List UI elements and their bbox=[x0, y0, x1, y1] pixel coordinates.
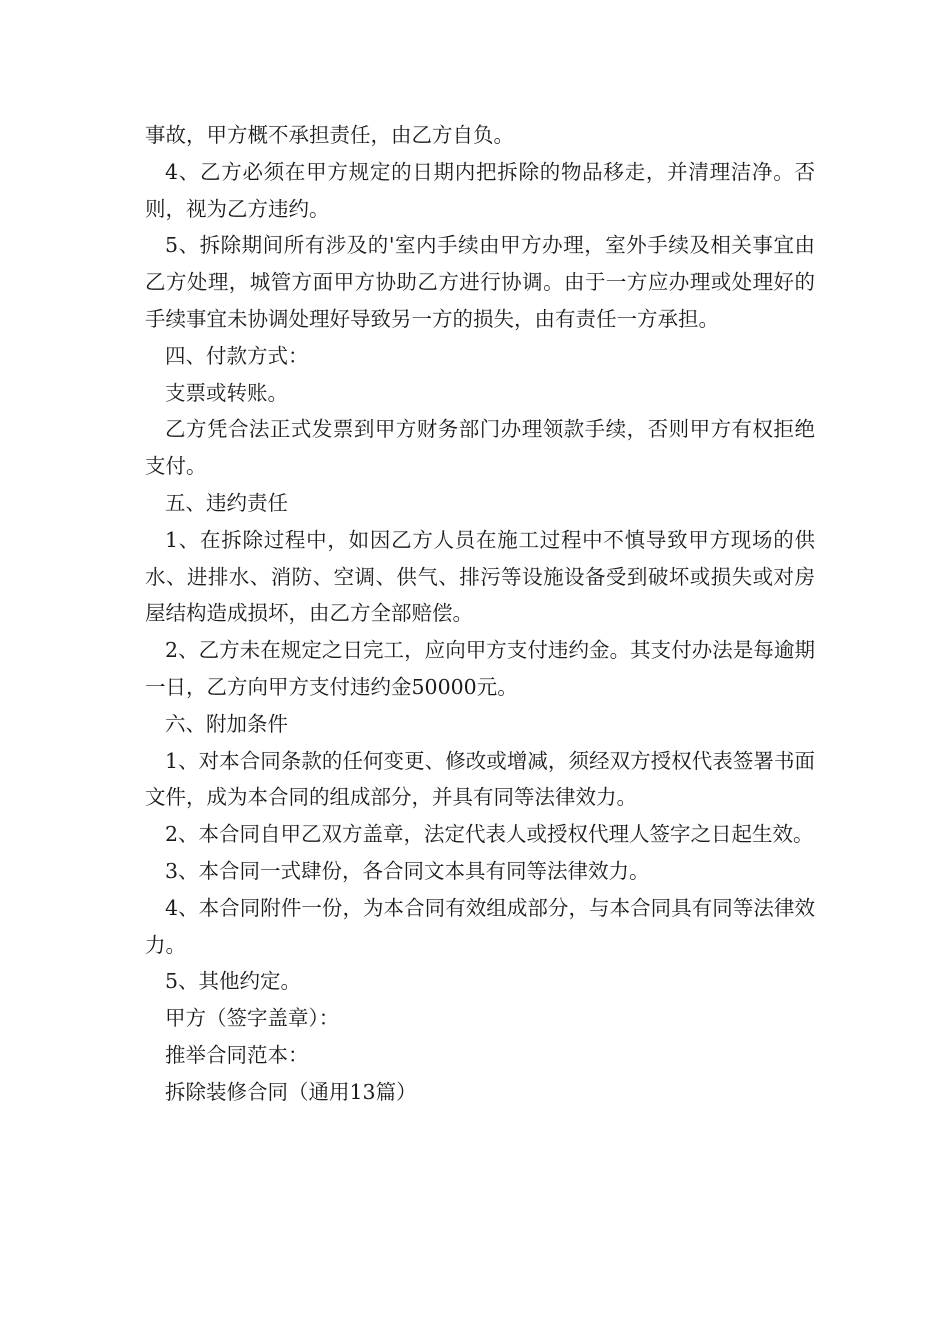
paragraph: 5、其他约定。 bbox=[165, 969, 302, 994]
paragraph: 4、本合同附件一份，为本合同有效组成部分，与本合同具有同等法律效力。 bbox=[145, 895, 815, 957]
section-heading: 五、违约责任 bbox=[165, 490, 288, 515]
paragraph: 2、乙方未在规定之日完工，应向甲方支付违约金。其支付办法是每逾期一日，乙方向甲方支付违约金50000元。 bbox=[145, 638, 815, 699]
paragraph: 4、乙方必须在甲方规定的日期内把拆除的物品移走，并清理洁净。否则，视为乙方违约。 bbox=[145, 159, 815, 221]
paragraph: 事故，甲方概不承担责任，由乙方自负。 bbox=[145, 123, 514, 147]
paragraph: 1、在拆除过程中，如因乙方人员在施工过程中不慎导致甲方现场的供水、进排水、消防、空调、供气、排污等设施设备受到破坏或损失或对房屋结构造成损坏，由乙方全部赔偿。 bbox=[145, 527, 815, 626]
paragraph: 5、拆除期间所有涉及的'室内手续由甲方办理，室外手续及相关事宜由乙方处理，城管方面甲方协助乙方进行协调。由于一方应办理或处理好的手续事宜未协调处理好导致另一方的损失，由有责任一方承担。 bbox=[145, 233, 815, 331]
section-heading: 六、附加条件 bbox=[165, 711, 288, 736]
recommendation-link[interactable]: 拆除装修合同（通用13篇） bbox=[165, 1079, 417, 1104]
recommendation-label: 推举合同范本： bbox=[165, 1042, 309, 1067]
paragraph: 支票或转账。 bbox=[165, 380, 288, 405]
paragraph: 3、本合同一式肆份，各合同文本具有同等法律效力。 bbox=[165, 858, 650, 883]
paragraph: 1、对本合同条款的任何变更、修改或增减，须经双方授权代表签署书面文件，成为本合同的组成部分，并具有同等法律效力。 bbox=[145, 748, 815, 810]
paragraph: 2、本合同自甲乙双方盖章，法定代表人或授权代理人签字之日起生效。 bbox=[165, 822, 814, 847]
document-body bbox=[145, 117, 815, 1111]
section-heading: 四、付款方式： bbox=[165, 343, 309, 368]
paragraph: 乙方凭合法正式发票到甲方财务部门办理领款手续，否则甲方有权拒绝支付。 bbox=[145, 417, 815, 479]
signature-line: 甲方（签字盖章）： bbox=[165, 1006, 340, 1031]
